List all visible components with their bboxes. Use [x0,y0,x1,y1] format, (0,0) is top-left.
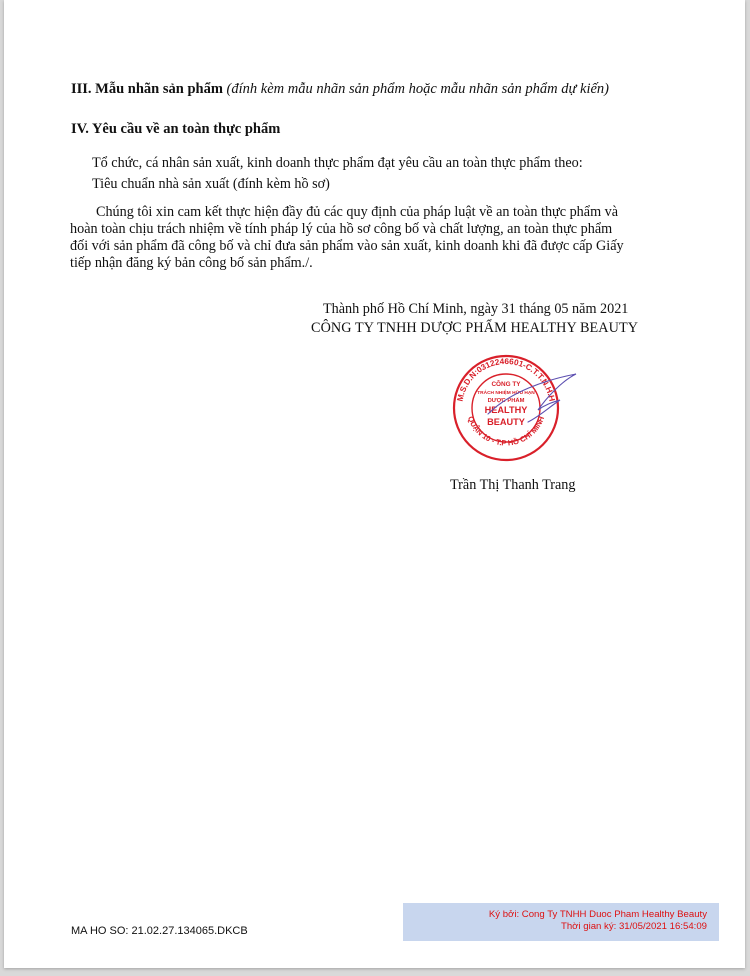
standard-line: Tiêu chuẩn nhà sản xuất (đính kèm hồ sơ) [92,176,330,192]
commitment-line: đối với sản phẩm đã công bố và chỉ đưa sản phẩm vào sản xuất, kinh doanh khi đã được cấp Giấy [70,238,624,254]
stamp-bottom-text: QUẬN 10 - T.P HỒ CHÍ MINH [465,414,547,448]
requirement-line: Tổ chức, cá nhân sản xuất, kinh doanh thực phẩm đạt yêu cầu an toàn thực phẩm theo: [92,155,583,171]
signer-name: Trần Thị Thanh Trang [450,477,576,493]
section-3-heading: III. Mẫu nhãn sản phẩm [71,81,223,97]
file-number: MA HO SO: 21.02.27.134065.DKCB [71,925,248,937]
digital-signature-box [403,903,719,941]
section-3-note: (đính kèm mẫu nhãn sản phẩm hoặc mẫu nhãn sản phẩm dự kiến) [226,81,609,97]
section-4-heading: IV. Yêu cầu về an toàn thực phẩm [71,121,281,137]
commitment-line: tiếp nhận đăng ký bản công bố sản phẩm./. [70,255,313,271]
stamp-inner-line: BEAUTY [487,417,525,427]
stamp-ring-text: M.S.D.N:0312246601-C.T.T.N.H.H [455,356,557,403]
stamp-inner-line: TRÁCH NHIỆM HỮU HẠN [477,391,535,396]
company-stamp [450,352,580,462]
section-3-title [71,81,609,98]
stamp-inner-line: DƯỢC PHẨM [487,398,525,404]
commitment-line: Chúng tôi xin cam kết thực hiện đầy đủ các quy định của pháp luật về an toàn thực phẩm và [96,204,619,220]
place-date: Thành phố Hồ Chí Minh, ngày 31 tháng 05 năm 2021 [323,301,629,317]
signed-time: Thời gian ký: 31/05/2021 16:54:09 [560,920,707,932]
commitment-line: hoàn toàn chịu trách nhiệm về tính pháp lý của hồ sơ công bố và chất lượng, an toàn thực phẩm [70,221,613,237]
document-page [4,0,745,968]
signed-by: Ký bởi: Cong Ty TNHH Duoc Pham Healthy Beauty [488,909,707,920]
stamp-inner-line: HEALTHY [484,405,528,415]
commitment-paragraph [70,204,675,272]
stamp-inner-line: CÔNG TY [491,381,521,388]
section-4-title [71,121,280,138]
company-name: CÔNG TY TNHH DƯỢC PHẨM HEALTHY BEAUTY [311,320,639,336]
